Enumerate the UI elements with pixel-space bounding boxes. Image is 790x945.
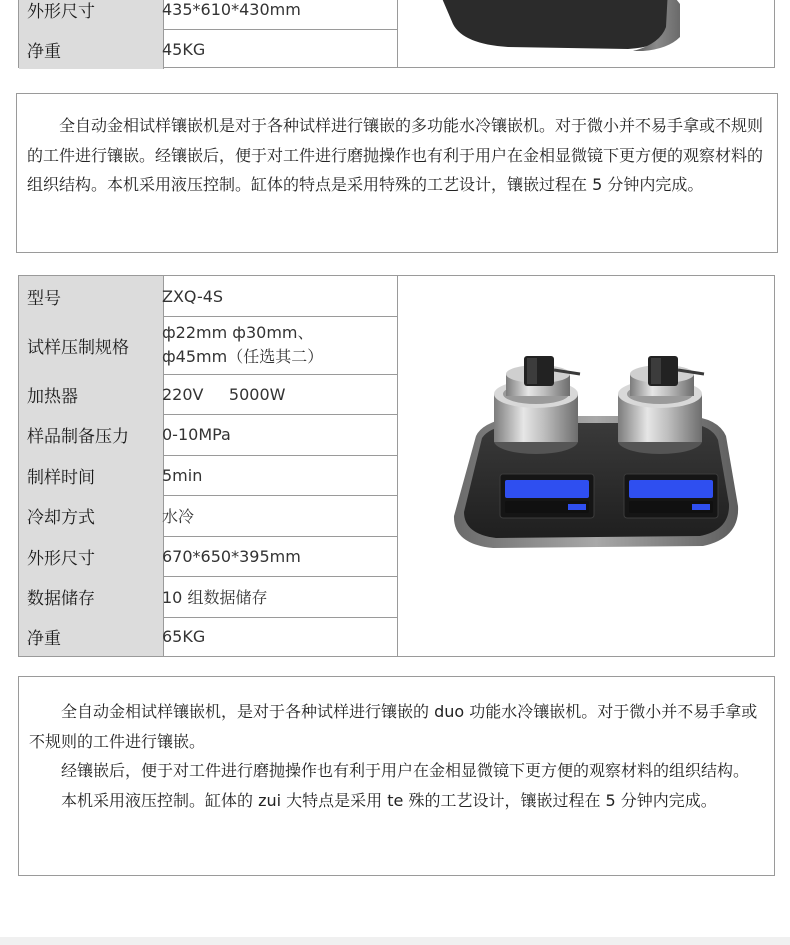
spec-label: 试样压制规格 (19, 316, 164, 374)
spec-label: 型号 (19, 276, 164, 316)
spec-value: 435*610*430mm (162, 0, 301, 19)
spec-value: 220V 5000W (162, 384, 286, 404)
control-panel-right (624, 474, 718, 518)
top-spec-table (18, 0, 775, 68)
description-text: 全自动金相试样镶嵌机，是对于各种试样进行镶嵌的 duo 功能水冷镶嵌机。对于微小并不易手拿或不规则的工件进行镶嵌。 (29, 702, 758, 751)
spec-label: 净重 (19, 617, 164, 656)
spec-table (18, 275, 775, 657)
description-text: 全自动金相试样镶嵌机是对于各种试样进行镶嵌的多功能水冷镶嵌机。对于微小并不易手拿或不规则的工件进行镶嵌。经镶嵌后，便于对工件进行磨抛操作也有利于用户在金相显微镜下更方便的观察材料的组织结构。本机采用液压控制。缸体的特点是采用特殊的工艺设计，镶嵌过程在 5 分钟内完成。 (27, 116, 764, 194)
spec-label: 数据储存 (19, 576, 164, 617)
table-row (19, 29, 397, 69)
table-row (19, 414, 397, 456)
table-row (19, 617, 397, 657)
spec-value: 670*650*395mm (162, 546, 301, 566)
description-box (16, 93, 778, 253)
spec-value: 0-10MPa (162, 425, 231, 444)
spec-value-line: ф22mm ф30mm、 (162, 323, 314, 342)
page-bottom-strip (0, 937, 790, 945)
table-row (19, 576, 397, 618)
spec-value: 水冷 (162, 507, 195, 526)
spec-value (155, 316, 397, 374)
table-row (19, 276, 397, 317)
table-row (19, 536, 397, 577)
spec-label: 外形尺寸 (19, 536, 164, 576)
spec-value: 5min (162, 465, 203, 485)
spec-label: 样品制备压力 (19, 414, 164, 455)
description-text: 本机采用液压控制。缸体的 zui 大特点是采用 te 殊的工艺设计，镶嵌过程在 5 分钟内完成。 (61, 790, 717, 810)
product-image (398, 276, 775, 656)
table-row (19, 0, 397, 30)
table-row (19, 316, 397, 375)
description-text: 经镶嵌后，便于对工件进行磨抛操作也有利于用户在金相显微镜下更方便的观察材料的组织结构。 (61, 761, 750, 780)
spec-label: 制样时间 (19, 455, 164, 495)
table-row (19, 374, 397, 415)
spec-label: 加热器 (19, 374, 164, 414)
table-row (19, 455, 397, 496)
spec-value: ZXQ-4S (162, 286, 224, 306)
description-box (18, 676, 775, 876)
product-image-small (398, 0, 775, 69)
spec-label: 净重 (19, 29, 164, 69)
spec-value: 65KG (162, 627, 206, 646)
spec-label: 外形尺寸 (19, 0, 164, 29)
spec-value-line: ф45mm（任选其二） (162, 347, 324, 366)
spec-value: 45KG (162, 39, 206, 59)
table-row (19, 495, 397, 537)
control-panel-left (500, 474, 594, 518)
spec-value: 10 组数据储存 (162, 588, 268, 607)
spec-label: 冷却方式 (19, 495, 164, 536)
